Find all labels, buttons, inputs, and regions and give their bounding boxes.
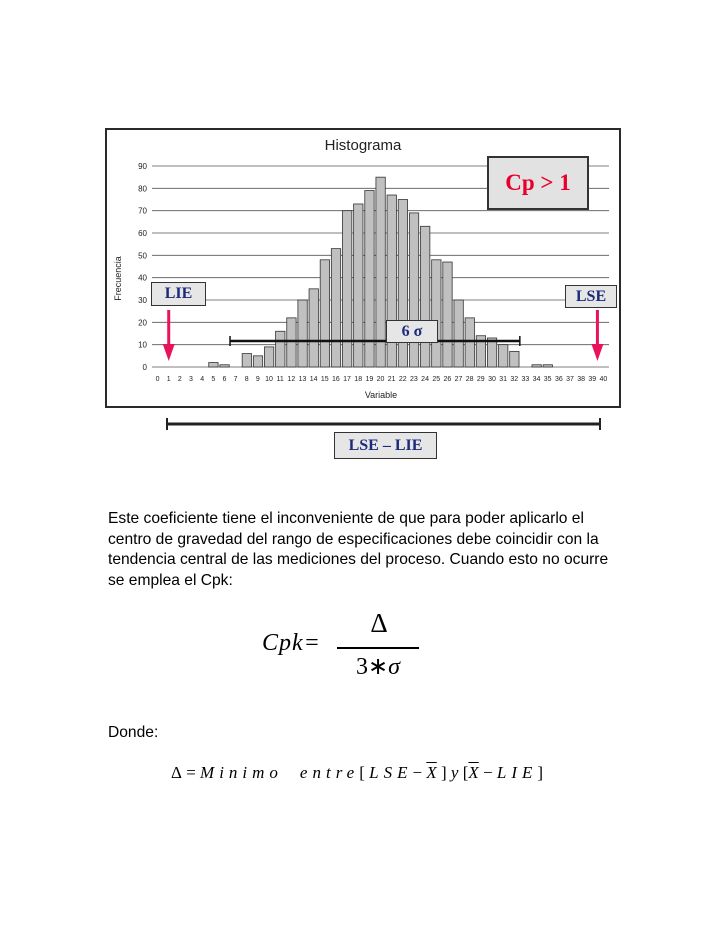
y-axis-label: Frecuencia	[113, 256, 123, 301]
lse-term: LSE	[369, 763, 413, 782]
bar	[220, 365, 229, 367]
entre-word: entre	[299, 763, 360, 782]
x-tick-label: 7	[233, 376, 238, 383]
delta-symbol: Δ	[171, 763, 182, 782]
x-tick-label: 17	[343, 376, 351, 383]
x-tick-label: 6	[222, 376, 227, 383]
bracket-close-1: ]	[440, 763, 447, 782]
bar	[253, 356, 262, 367]
delta-formula	[171, 763, 543, 783]
xbar-term-2: $\overline{X}$	[468, 763, 479, 782]
x-tick-label: 30	[488, 376, 496, 383]
bar	[209, 363, 218, 367]
x-tick-label: 21	[387, 376, 396, 383]
y-tick-label: 90	[138, 162, 147, 171]
xbar-term-1: $\overline{X}$	[426, 763, 437, 782]
bracket-open-2: [	[462, 763, 469, 782]
denominator-factor: 3∗	[356, 654, 389, 680]
bar	[543, 365, 552, 367]
minimo-word: Minimo	[200, 763, 283, 782]
x-tick-label: 35	[543, 376, 552, 383]
y-tick-label: 60	[138, 229, 147, 238]
y-tick-label: 0	[142, 363, 147, 372]
x-tick-label: 31	[499, 376, 508, 383]
x-tick-label: 14	[309, 376, 318, 383]
y-tick-label: 40	[138, 273, 147, 283]
donde-label: Donde:	[108, 724, 159, 741]
x-tick-label: 12	[287, 376, 296, 383]
x-tick-label: 29	[476, 376, 485, 383]
bar	[465, 318, 474, 367]
y-word: y	[450, 763, 459, 782]
bar	[499, 345, 508, 367]
x-tick-label: 10	[265, 376, 273, 383]
y-tick-label: 10	[138, 340, 147, 350]
y-tick-label: 80	[138, 184, 147, 194]
bar	[320, 260, 329, 367]
x-tick-label: 16	[332, 376, 340, 383]
x-axis-label: Variable	[364, 390, 398, 400]
x-tick-label: 18	[354, 376, 363, 383]
bar	[276, 331, 285, 367]
body-paragraph: Este coeficiente tiene el inconveniente de que para poder aplicarlo el centro de gravedad del rango de especificaciones debe coincidir con la tendencia central de las mediciones del proceso. Cuando esto no ocurre se emplea el Cpk:	[108, 510, 609, 589]
x-tick-label: 20	[376, 376, 385, 383]
bracket-close-2: ]	[537, 763, 544, 782]
equals-sign: =	[186, 763, 196, 782]
chart-title: Histograma	[324, 137, 402, 154]
lie-callout: LIE	[151, 282, 206, 306]
x-tick-label: 5	[211, 376, 216, 383]
x-tick-label: 11	[276, 376, 284, 383]
bar	[342, 211, 351, 367]
x-tick-label: 15	[320, 376, 329, 383]
bar	[242, 354, 251, 367]
cp-callout: Cp > 1	[487, 156, 589, 210]
cpk-lhs: Cpk=	[262, 630, 321, 656]
cpk-denominator	[340, 652, 416, 681]
y-tick-label: 30	[138, 296, 147, 305]
lie-arrow-head	[163, 344, 175, 361]
x-tick-label: 36	[554, 376, 563, 383]
x-tick-label: 38	[577, 376, 586, 383]
bar	[331, 249, 340, 367]
x-tick-label: 40	[599, 376, 608, 383]
histogram-figure	[105, 128, 621, 408]
bar	[409, 213, 418, 367]
lie-term: LIE	[496, 763, 538, 782]
bar	[298, 300, 307, 367]
x-tick-label: 3	[189, 376, 193, 383]
cpk-numerator: Δ	[370, 608, 388, 638]
x-tick-label: 39	[588, 376, 597, 383]
x-tick-label: 23	[410, 376, 418, 383]
x-tick-label: 9	[255, 376, 260, 383]
lse-arrow-head	[591, 344, 603, 361]
x-tick-label: 19	[365, 376, 374, 383]
y-tick-label: 20	[138, 318, 147, 328]
x-tick-label: 32	[510, 376, 519, 383]
bar	[264, 347, 273, 367]
bar	[454, 300, 463, 367]
bar	[287, 318, 296, 367]
x-tick-label: 34	[532, 376, 541, 383]
x-tick-label: 13	[298, 376, 307, 383]
range-callout: LSE – LIE	[334, 432, 437, 459]
x-tick-label: 24	[421, 376, 429, 383]
x-tick-label: 27	[454, 376, 463, 383]
cpk-formula	[262, 608, 422, 698]
x-tick-label: 37	[566, 376, 574, 383]
x-tick-label: 28	[465, 376, 474, 383]
bar	[309, 289, 318, 367]
x-tick-label: 25	[432, 376, 441, 383]
bracket-open-1: [	[359, 763, 365, 782]
x-tick-label: 1	[166, 376, 171, 383]
x-tick-label: 22	[398, 376, 407, 383]
bar	[532, 365, 541, 367]
minus-sign-2: −	[483, 763, 493, 782]
six-sigma-callout: 6 σ	[386, 320, 438, 343]
bar	[421, 226, 430, 367]
lse-callout: LSE	[565, 285, 617, 308]
denominator-sigma: σ	[388, 654, 400, 680]
bar	[432, 260, 441, 367]
y-tick-label: 70	[138, 206, 147, 216]
bar	[376, 177, 385, 367]
y-tick-label: 50	[138, 251, 147, 261]
x-tick-label: 8	[244, 376, 249, 383]
fraction-bar	[337, 647, 419, 649]
x-tick-label: 26	[443, 376, 452, 383]
x-tick-label: 0	[155, 376, 160, 383]
x-tick-label: 33	[521, 376, 530, 383]
bar	[443, 262, 452, 367]
bar	[354, 204, 363, 367]
bar	[510, 351, 519, 367]
x-tick-label: 2	[177, 376, 182, 383]
x-tick-label: 4	[200, 376, 205, 383]
bar	[487, 338, 496, 367]
minus-sign-1: −	[412, 763, 423, 782]
